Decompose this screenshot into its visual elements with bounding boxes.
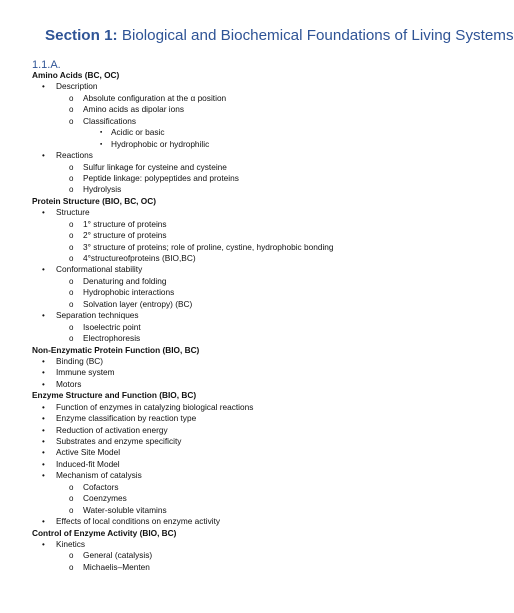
item-text: 4°structureofproteins (BIO,BC) <box>83 253 196 263</box>
outline-list <box>0 70 474 573</box>
bullet-marker: • <box>42 448 45 458</box>
bullet-marker: • <box>42 471 45 481</box>
outline-item <box>0 425 474 436</box>
outline-item <box>0 550 474 561</box>
outline-item <box>0 447 474 458</box>
item-text: Amino Acids (BC, OC) <box>32 70 120 80</box>
outline-item <box>0 150 474 161</box>
item-text: Reactions <box>56 150 93 161</box>
circle-marker: o <box>69 494 74 504</box>
circle-marker: o <box>69 322 74 332</box>
outline-item <box>0 207 474 218</box>
item-text: Description <box>56 81 98 92</box>
circle-marker: o <box>69 299 74 309</box>
outline-item <box>0 104 474 115</box>
item-text: Enzyme classification by reaction type <box>56 413 197 424</box>
circle-marker: o <box>69 551 74 561</box>
item-text: Protein Structure (BIO, BC, OC) <box>32 195 156 206</box>
bullet-marker: • <box>42 414 45 424</box>
item-text: Peptide linkage: polypeptides and proteins <box>83 172 239 183</box>
outline-item <box>0 242 474 253</box>
outline-item <box>0 184 474 195</box>
item-text: Induced-fit Model <box>56 458 120 469</box>
outline-item <box>0 459 474 470</box>
topic-heading <box>0 70 474 81</box>
circle-marker: o <box>69 482 74 492</box>
section-title: Biological and Biochemical Foundations of Living Systems <box>121 27 514 44</box>
section-label: Section 1: <box>45 27 118 44</box>
outline-item <box>0 127 474 138</box>
item-text: Hydrophobic interactions <box>83 287 175 298</box>
item-text: Separation techniques <box>56 310 139 321</box>
item-text: Sulfur linkage for cysteine and cysteine <box>83 161 227 172</box>
circle-marker: o <box>69 162 74 172</box>
item-text: Enzyme Structure and Function (BIO, BC) <box>32 390 197 401</box>
circle-marker: o <box>69 288 74 298</box>
outline-item <box>0 219 474 230</box>
circle-marker: o <box>69 334 74 344</box>
bullet-marker: • <box>42 311 45 321</box>
item-text: Structure <box>56 207 90 218</box>
item-text: 1° structure of proteins <box>83 218 167 229</box>
bullet-marker: • <box>42 265 45 275</box>
circle-marker: o <box>69 105 74 115</box>
item-text: Solvation layer (entropy) (BC) <box>83 298 193 309</box>
item-text: Control of Enzyme Activity (BIO, BC) <box>32 527 177 538</box>
topic-heading <box>0 390 474 401</box>
item-text: Kinetics <box>56 538 86 549</box>
item-text: Reduction of activation energy <box>56 424 168 435</box>
circle-marker: o <box>69 173 74 183</box>
item-text: Hydrolysis <box>83 184 122 195</box>
outline-item <box>0 276 474 287</box>
circle-marker: o <box>69 231 74 241</box>
item-text: Michaelis–Menten <box>83 561 150 572</box>
outline-item <box>0 162 474 173</box>
outline-item <box>0 253 474 264</box>
bullet-marker: • <box>42 356 45 366</box>
outline-item <box>0 379 474 390</box>
bullet-marker: • <box>42 517 45 527</box>
outline-item <box>0 139 474 150</box>
bullet-marker: • <box>42 82 45 92</box>
item-text: Active Site Model <box>56 447 121 458</box>
bullet-marker: • <box>42 151 45 161</box>
circle-marker: o <box>69 505 74 515</box>
outline-item <box>0 322 474 333</box>
outline-item <box>0 482 474 493</box>
section-heading <box>45 27 514 44</box>
circle-marker: o <box>69 185 74 195</box>
item-text: Isoelectric point <box>83 321 141 332</box>
item-text: Electrophoresis <box>83 333 141 344</box>
outline-item <box>0 116 474 127</box>
item-text: Amino acids as dipolar ions <box>83 104 184 115</box>
outline-item <box>0 310 474 321</box>
bullet-marker: • <box>42 437 45 446</box>
item-text: Motors <box>56 378 82 389</box>
bullet-marker: • <box>42 539 45 549</box>
item-text: Function of enzymes in catalyzing biological reactions <box>56 401 254 412</box>
bullet-marker: • <box>42 208 45 218</box>
outline-item <box>0 516 474 527</box>
outline-item <box>0 356 474 367</box>
item-text: Non-Enzymatic Protein Function (BIO, BC) <box>32 344 200 355</box>
bullet-marker: • <box>42 379 45 389</box>
circle-marker: o <box>69 276 74 286</box>
outline-item <box>0 333 474 344</box>
item-text: Binding (BC) <box>56 355 104 366</box>
outline-item <box>0 539 474 550</box>
item-text: Hydrophobic or hydrophilic <box>111 138 210 149</box>
item-text: Acidic or basic <box>111 127 165 138</box>
circle-marker: o <box>69 242 74 252</box>
item-text: Water-soluble vitamins <box>83 504 167 515</box>
outline-item <box>0 230 474 241</box>
item-text: General (catalysis) <box>83 550 153 561</box>
item-text: Conformational stability <box>56 264 143 275</box>
outline-item <box>0 367 474 378</box>
item-text: 3° structure of proteins; role of proline, cystine, hydrophobic bonding <box>83 241 334 252</box>
bullet-marker: • <box>42 368 45 378</box>
square-marker: ▪ <box>100 129 103 137</box>
outline-item <box>0 505 474 516</box>
circle-marker: o <box>69 254 74 263</box>
outline-item <box>0 287 474 298</box>
circle-marker: o <box>69 562 74 572</box>
outline-item <box>0 81 474 92</box>
topic-heading <box>0 345 474 356</box>
item-text: Cofactors <box>83 481 119 492</box>
item-text: Absolute configuration at the α position <box>83 92 227 103</box>
outline-item <box>0 493 474 504</box>
item-text: Effects of local conditions on enzyme activity <box>56 516 221 527</box>
subsection-number: 1.1.A. <box>32 59 61 71</box>
circle-marker: o <box>69 116 74 126</box>
outline-item <box>0 173 474 184</box>
item-text: 2° structure of proteins <box>83 230 167 241</box>
bullet-marker: • <box>42 425 45 435</box>
outline-item <box>0 436 474 447</box>
outline-item <box>0 264 474 275</box>
outline-item <box>0 562 474 573</box>
item-text: Denaturing and folding <box>83 275 167 286</box>
outline-item <box>0 470 474 481</box>
outline-item <box>0 413 474 424</box>
item-text: Mechanism of catalysis <box>56 470 142 481</box>
circle-marker: o <box>69 93 74 103</box>
topic-heading <box>0 196 474 207</box>
outline-item <box>0 402 474 413</box>
topic-heading <box>0 528 474 539</box>
item-text: Classifications <box>83 115 137 126</box>
item-text: Coenzymes <box>83 493 127 504</box>
circle-marker: o <box>69 219 74 229</box>
item-text: Immune system <box>56 367 115 378</box>
square-marker: ▪ <box>100 140 103 148</box>
bullet-marker: • <box>42 402 45 412</box>
outline-item <box>0 299 474 310</box>
bullet-marker: • <box>42 459 45 469</box>
outline-item <box>0 93 474 104</box>
item-text: Substrates and enzyme specificity <box>56 436 182 446</box>
